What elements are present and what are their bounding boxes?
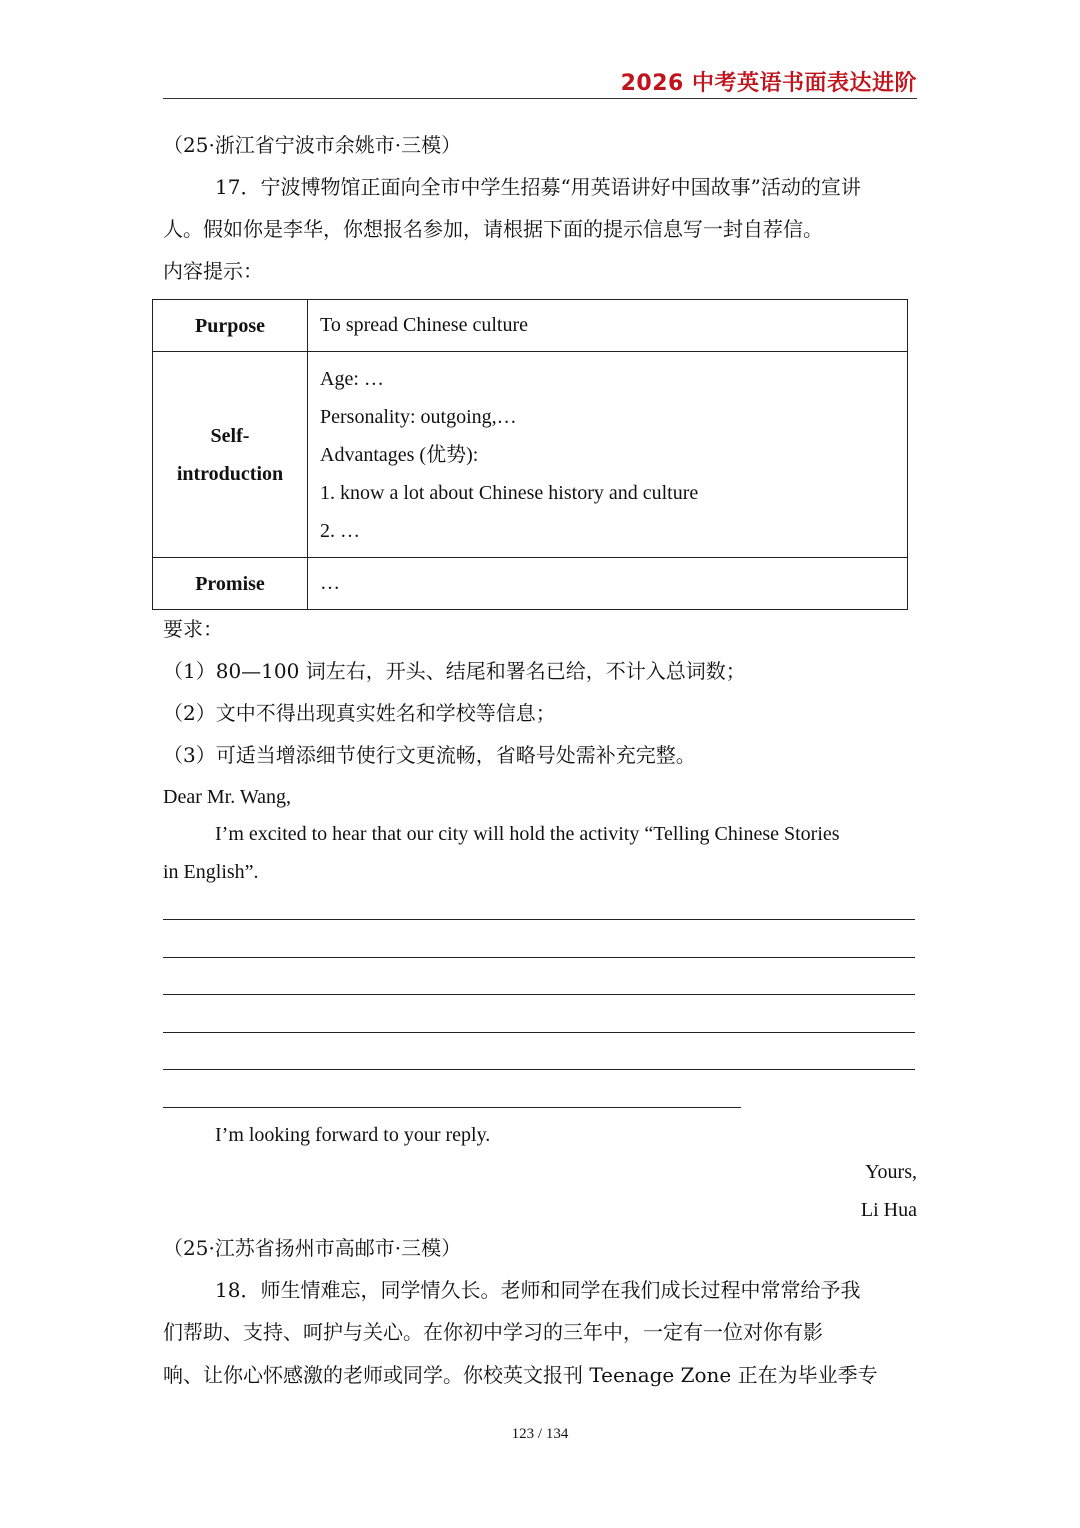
letter-signoff: Yours,: [865, 1161, 917, 1183]
writing-line[interactable]: [163, 1107, 741, 1108]
self-introduction-label: [153, 352, 308, 558]
q17-prompt-line-2: 人。假如你是李华，你想报名参加，请根据下面的提示信息写一封自荐信。: [163, 217, 823, 241]
requirements-label: 要求：: [163, 617, 223, 641]
hint-table: [152, 299, 908, 610]
purpose-value: To spread Chinese culture: [308, 300, 908, 352]
requirement-item: （2）文中不得出现真实姓名和学校等信息；: [163, 701, 556, 725]
self-introduction-value: [308, 352, 908, 558]
page-number: 123 / 134: [511, 1426, 569, 1442]
self-introduction-label-line-2: introduction: [176, 462, 284, 485]
q18-line-1: 18．师生情难忘，同学情久长。老师和同学在我们成长过程中常常给予我: [215, 1278, 861, 1302]
writing-line[interactable]: [163, 957, 915, 958]
letter-opening-line-1: I’m excited to hear that our city will hold the activity “Telling Chinese Stories: [215, 823, 840, 845]
q17-hint-label: 内容提示：: [163, 259, 263, 283]
letter-signature: Li Hua: [860, 1199, 917, 1221]
writing-line[interactable]: [163, 1032, 915, 1033]
letter-closing: I’m looking forward to your reply.: [215, 1124, 491, 1146]
q17-source: （25·浙江省宁波市余姚市·三模）: [163, 133, 462, 157]
table-row-self-introduction: [153, 352, 908, 558]
purpose-label: Purpose: [153, 300, 308, 352]
q17-prompt-line-1: 17．宁波博物馆正面向全市中学生招募“用英语讲好中国故事”活动的宣讲: [215, 175, 861, 199]
intro-line: Advantages (优势):: [320, 443, 479, 466]
q18-source: （25·江苏省扬州市高邮市·三模）: [163, 1236, 462, 1260]
letter-greeting: Dear Mr. Wang,: [163, 786, 291, 808]
promise-label: Promise: [153, 558, 308, 610]
writing-line[interactable]: [163, 919, 915, 920]
letter-opening-line-2: in English”.: [163, 861, 259, 883]
intro-line: 1. know a lot about Chinese history and culture: [320, 481, 699, 504]
writing-line[interactable]: [163, 994, 915, 995]
header-title: 2026 中考英语书面表达进阶: [620, 71, 917, 96]
table-row-purpose: [153, 300, 908, 352]
q18-line-2: 们帮助、支持、呵护与关心。在你初中学习的三年中，一定有一位对你有影: [163, 1320, 823, 1344]
requirement-item: （1）80—100 词左右，开头、结尾和署名已给，不计入总词数；: [163, 659, 746, 683]
requirement-item: （3）可适当增添细节使行文更流畅，省略号处需补充完整。: [163, 743, 696, 767]
self-introduction-label-line-1: Self-: [210, 424, 250, 447]
q18-line-3: 响、让你心怀感激的老师或同学。你校英文报刊 Teenage Zone 正在为毕业季专: [163, 1363, 878, 1387]
intro-line: 2. …: [320, 519, 360, 542]
promise-value: …: [308, 558, 908, 610]
header-rule: [163, 98, 917, 99]
intro-line: Personality: outgoing,…: [320, 405, 517, 428]
writing-line[interactable]: [163, 1069, 915, 1070]
intro-line: Age: …: [320, 367, 384, 390]
table-row-promise: [153, 558, 908, 610]
